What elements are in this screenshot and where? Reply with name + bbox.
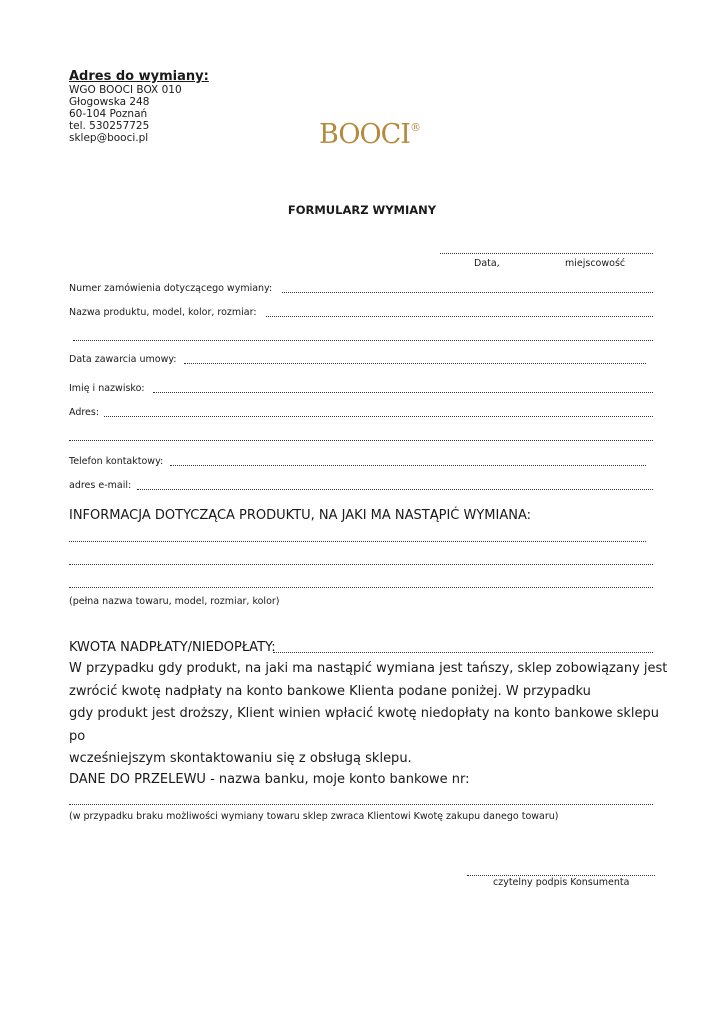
address-line: WGO BOOCI BOX 010 [69, 84, 182, 96]
product-line-2[interactable] [73, 340, 653, 341]
booci-logo [319, 119, 421, 150]
amount-text-line: wcześniejszym skontaktowaniu się z obsługą sklepu. [69, 751, 412, 766]
amount-text-line: zwrócić kwotę nadpłaty na konto bankowe Klienta podane poniżej. W przypadku [69, 683, 591, 699]
exchange-info-heading: INFORMACJA DOTYCZĄCA PRODUKTU, NA JAKI MA NASTĄPIĆ WYMIANA: [69, 508, 531, 523]
amount-description [69, 658, 669, 771]
address-line-field-2[interactable] [69, 440, 653, 441]
email-label: adres e-mail: [69, 480, 132, 491]
address-label: Adres: [69, 407, 100, 418]
exchange-info-line-1[interactable] [69, 541, 646, 542]
address-line-field[interactable] [104, 416, 653, 417]
name-line[interactable] [153, 392, 653, 393]
address-line: tel. 530257725 [69, 120, 150, 132]
contract-date-line[interactable] [184, 363, 646, 364]
product-label: Nazwa produktu, model, kolor, rozmiar: [69, 307, 257, 318]
place-label: miejscowość [565, 258, 626, 269]
exchange-info-line-3[interactable] [69, 587, 653, 588]
name-label: Imię i nazwisko: [69, 383, 145, 394]
email-line[interactable] [137, 489, 653, 490]
transfer-note: (w przypadku braku możliwości wymiany towaru sklep zwraca Klientowi Kwotę zakupu danego towaru) [69, 811, 559, 822]
product-line[interactable] [266, 316, 653, 317]
signature-line[interactable] [467, 875, 655, 876]
date-label: Data, [474, 258, 500, 269]
logo-text: BOOCI [319, 119, 410, 150]
amount-label: KWOTA NADPŁATY/NIEDOPŁATY: [69, 640, 276, 655]
exchange-info-note: (pełna nazwa towaru, model, rozmiar, kolor) [69, 596, 280, 607]
amount-text-line: gdy produkt jest droższy, Klient winien wpłacić kwotę niedopłaty na konto bankowe sklepu po [69, 706, 660, 744]
registered-mark: ® [409, 121, 421, 134]
transfer-label: DANE DO PRZELEWU - nazwa banku, moje konto bankowe nr: [69, 772, 470, 787]
transfer-line[interactable] [69, 804, 653, 805]
date-place-line[interactable] [440, 253, 653, 254]
address-line: sklep@booci.pl [69, 132, 149, 144]
form-title: FORMULARZ WYMIANY [287, 203, 437, 217]
phone-line[interactable] [170, 465, 646, 466]
phone-label: Telefon kontaktowy: [69, 456, 164, 467]
address-line: 60-104 Poznań [69, 108, 148, 120]
amount-text-line: W przypadku gdy produkt, na jaki ma nastąpić wymiana jest tańszy, sklep zobowiązany jest [69, 661, 668, 676]
address-line: Głogowska 248 [69, 96, 150, 108]
amount-line[interactable] [273, 652, 653, 653]
contract-date-label: Data zawarcia umowy: [69, 354, 177, 365]
order-number-label: Numer zamówienia dotyczącego wymiany: [69, 283, 273, 294]
exchange-info-line-2[interactable] [69, 564, 653, 565]
signature-label: czytelny podpis Konsumenta [493, 877, 630, 888]
order-number-line[interactable] [282, 292, 653, 293]
address-title: Adres do wymiany: [69, 69, 209, 84]
